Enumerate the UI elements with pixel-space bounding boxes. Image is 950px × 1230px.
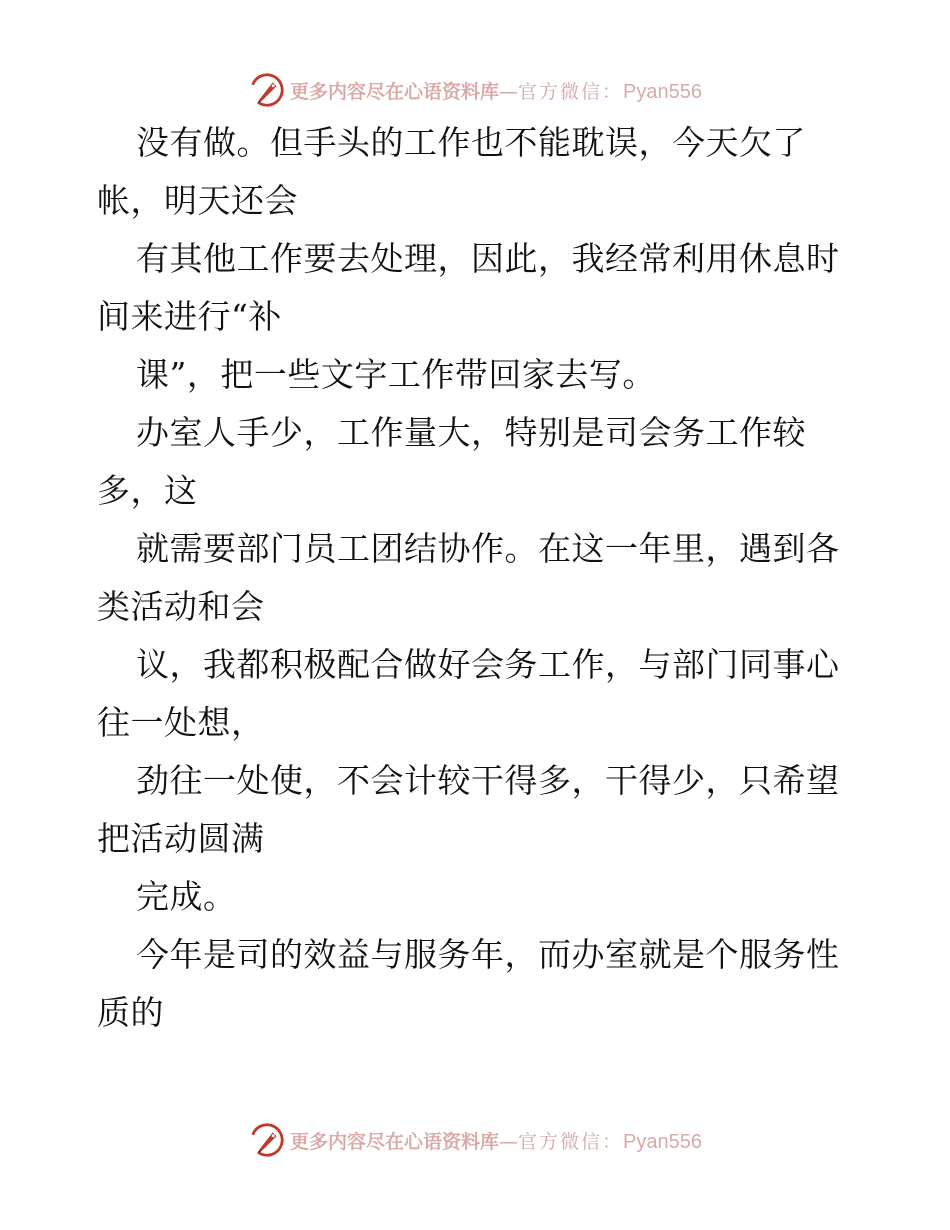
text-line: 办室人手少，工作量大，特别是司会务工作较 (136, 413, 806, 452)
watermark-wechat-id: Pyan556 (623, 1130, 702, 1153)
watermark-separator: — (499, 1130, 519, 1153)
pen-nib-icon (248, 71, 286, 109)
footer-watermark (0, 1118, 950, 1162)
text-line: 有其他工作要去处理，因此，我经常利用休息时 (136, 239, 840, 278)
watermark-main-text: 更多内容尽在心语资料库 (290, 1130, 500, 1153)
watermark-label: 官方微信： (518, 1130, 624, 1153)
text-line: 帐，明天还会 (97, 181, 298, 220)
text-line: 议，我都积极配合做好会务工作，与部门同事心 (136, 645, 840, 684)
watermark-main-text: 更多内容尽在心语资料库 (290, 80, 500, 103)
pen-nib-icon (248, 1121, 286, 1159)
text-line: 类活动和会 (97, 587, 265, 626)
text-line: 就需要部门员工团结协作。在这一年里，遇到各 (136, 529, 840, 568)
watermark-label: 官方微信： (518, 80, 624, 103)
header-watermark (0, 68, 950, 112)
watermark-wechat-id: Pyan556 (623, 80, 702, 103)
text-line: 间来进行“补 (97, 297, 282, 336)
text-line: 课”，把一些文字工作带回家去写。 (136, 355, 656, 394)
text-line: 完成。 (136, 877, 237, 916)
text-line: 多，这 (97, 471, 198, 510)
watermark-separator: — (499, 80, 519, 103)
text-line: 没有做。但手头的工作也不能耽误，今天欠了 (136, 123, 806, 162)
text-line: 今年是司的效益与服务年，而办室就是个服务性 (136, 935, 840, 974)
text-line: 质的 (97, 993, 164, 1032)
text-line: 劲往一处使，不会计较干得多，干得少，只希望 (136, 761, 840, 800)
text-line: 往一处想， (97, 703, 265, 742)
text-line: 把活动圆满 (97, 819, 265, 858)
